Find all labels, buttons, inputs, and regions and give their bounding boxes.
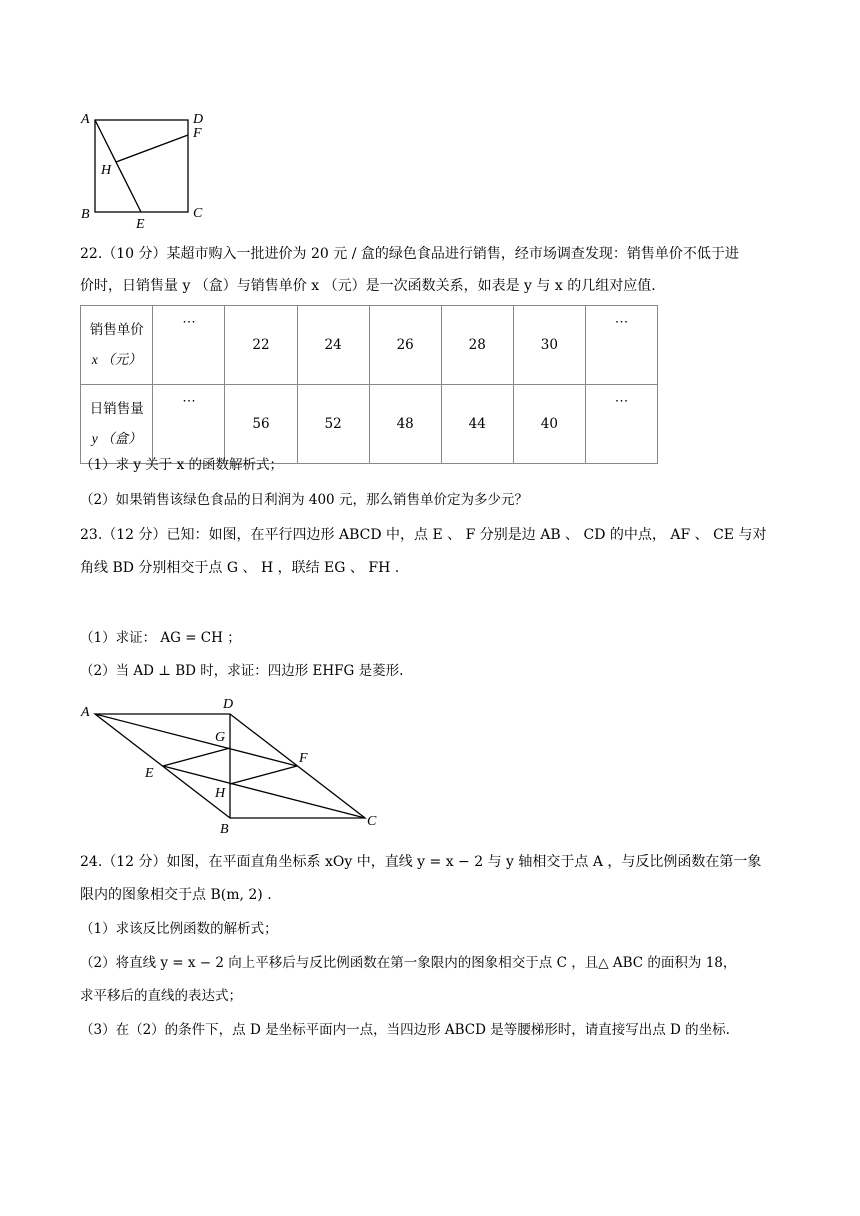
table-cell: 44	[441, 385, 513, 464]
label-F: F	[299, 751, 308, 766]
label-G: G	[215, 730, 226, 745]
parallelogram-figure	[75, 695, 395, 840]
q24-part2b: 求平移后的直线的表达式；	[80, 988, 242, 1004]
table-row	[81, 306, 658, 385]
table-cell: ⋯	[153, 385, 225, 464]
table-header-sales: 日销售量 y （盒）	[81, 385, 153, 464]
label-E: E	[136, 217, 145, 230]
label-B: B	[81, 207, 90, 222]
q22-line1: 22.（10 分）某超市购入一批进价为 20 元 / 盒的绿色食品进行销售，经市场调查发现：销售单价不低于进	[80, 246, 739, 262]
label-C: C	[193, 206, 203, 221]
q23-part1: （1）求证： AG = CH ；	[80, 630, 241, 646]
q24-part1: （1）求该反比例函数的解析式；	[80, 921, 278, 937]
q24-line1: 24.（12 分）如图，在平面直角坐标系 xOy 中，直线 y = x − 2 与 y 轴相交于点 A ，与反比例函数在第一象	[80, 854, 762, 870]
label-E: E	[145, 766, 154, 781]
table-cell: 56	[225, 385, 297, 464]
table-cell: 24	[297, 306, 369, 385]
table-cell: 40	[513, 385, 585, 464]
table-header-price: 销售单价 x （元）	[81, 306, 153, 385]
q22-part2: （2）如果销售该绿色食品的日利润为 400 元，那么销售单价定为多少元？	[80, 492, 528, 508]
price-sales-table	[80, 305, 658, 464]
label-D: D	[223, 697, 234, 712]
q24-part3: （3）在（2）的条件下，点 D 是坐标平面内一点，当四边形 ABCD 是等腰梯形时，请直接写出点 D 的坐标.	[80, 1022, 730, 1038]
q24-line2: 限内的图象相交于点 B(m, 2) .	[80, 887, 272, 903]
table-cell: 30	[513, 306, 585, 385]
q23-line2: 角线 BD 分别相交于点 G 、 H ，联结 EG 、 FH .	[80, 560, 400, 576]
table-cell: ⋯	[585, 306, 657, 385]
table-cell: 26	[369, 306, 441, 385]
label-H: H	[215, 786, 226, 801]
label-D: D	[193, 112, 204, 127]
table-row	[81, 385, 658, 464]
table-cell: ⋯	[153, 306, 225, 385]
label-A: A	[81, 705, 90, 720]
label-F: F	[193, 126, 202, 141]
square-figure	[75, 105, 215, 230]
table-cell: 52	[297, 385, 369, 464]
q23-part2: （2）当 AD ⊥ BD 时，求证：四边形 EHFG 是菱形.	[80, 663, 404, 679]
table-cell: 48	[369, 385, 441, 464]
label-A: A	[81, 112, 90, 127]
q24-part2: （2）将直线 y = x − 2 向上平移后与反比例函数在第一象限内的图象相交于点 C ，且△ ABC 的面积为 18，	[80, 955, 737, 971]
table-cell: 22	[225, 306, 297, 385]
label-B: B	[220, 822, 229, 837]
q23-line1: 23.（12 分）已知：如图，在平行四边形 ABCD 中，点 E 、 F 分别是边 AB 、 CD 的中点， AF 、 CE 与对	[80, 527, 767, 543]
label-H: H	[101, 163, 112, 178]
q22-part1: （1）求 y 关于 x 的函数解析式；	[80, 457, 283, 473]
table-cell: ⋯	[585, 385, 657, 464]
q22-line2: 价时，日销售量 y （盒）与销售单价 x （元）是一次函数关系，如表是 y 与 x 的几组对应值.	[80, 278, 656, 294]
table-cell: 28	[441, 306, 513, 385]
label-C: C	[367, 814, 377, 829]
